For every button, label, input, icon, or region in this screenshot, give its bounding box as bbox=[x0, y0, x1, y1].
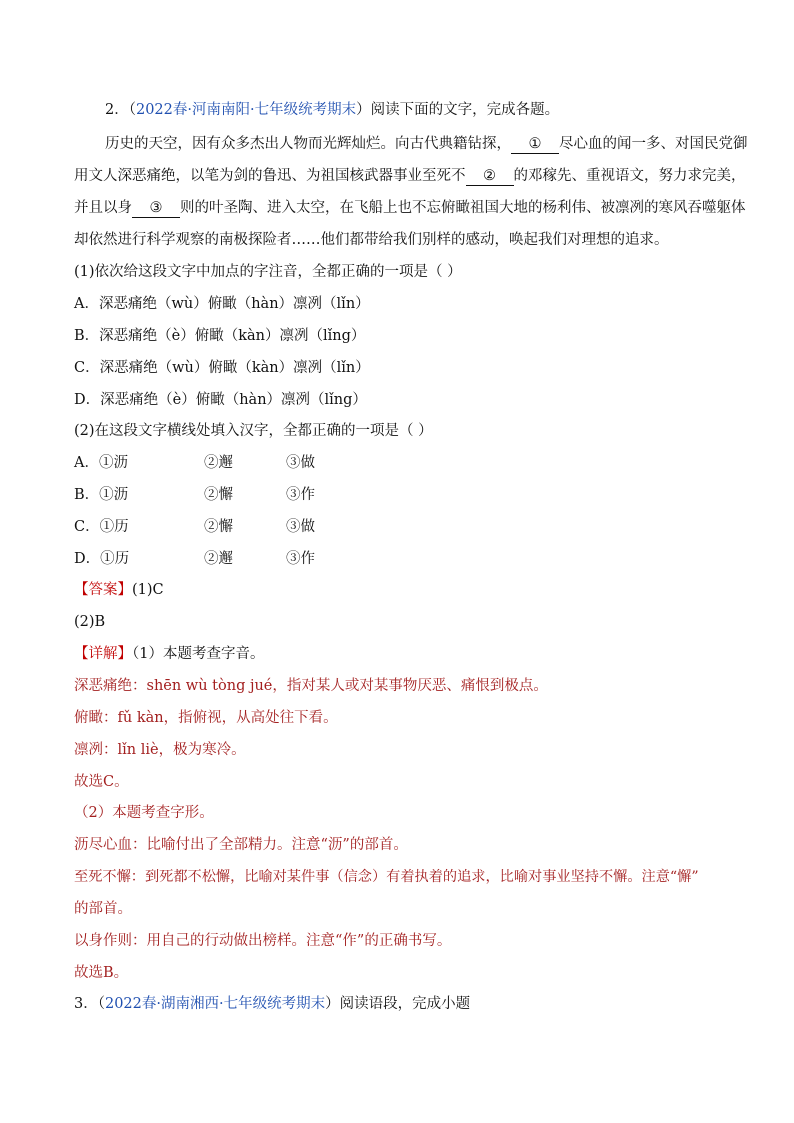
option-blank-3: ③作 bbox=[286, 487, 315, 503]
passage-text: 用文人深恶痛绝，以笔为剑的鲁迅、为祖国核武器事业至死不 bbox=[74, 168, 466, 184]
option-blank-2: ②邂 bbox=[204, 455, 233, 471]
passage-text: 则的叶圣陶、进入太空，在飞船上也不忘俯瞰祖国大地的杨利伟、被凛冽的寒风吞噬躯体 bbox=[180, 200, 746, 216]
passage-line-2 bbox=[74, 166, 746, 186]
passage-text: 并且以身 bbox=[74, 200, 132, 216]
source-open: （ bbox=[97, 996, 105, 1012]
option-1-d: D．深恶痛绝（è）俯瞰（hàn）凛冽（lǐng） bbox=[74, 392, 367, 408]
answer-line-1 bbox=[74, 580, 164, 600]
option-blank-3: ③做 bbox=[286, 455, 315, 471]
option-label: D．①历 bbox=[74, 551, 130, 567]
question-2-header bbox=[105, 100, 559, 120]
source-open: （ bbox=[128, 102, 136, 118]
option-label: A．①沥 bbox=[74, 455, 128, 471]
blank-2: ② bbox=[466, 167, 514, 186]
question-3-header bbox=[74, 994, 470, 1014]
sub-question-2-stem: (2)在这段文字横线处填入汉字，全都正确的一项是（ ） bbox=[74, 423, 433, 439]
option-blank-2: ②懈 bbox=[204, 487, 233, 503]
option-1-c: C．深恶痛绝（wù）俯瞰（kàn）凛冽（lǐn） bbox=[74, 360, 370, 376]
question-number: 3． bbox=[74, 996, 98, 1012]
option-blank-3: ③作 bbox=[286, 551, 315, 567]
blank-1: ① bbox=[511, 135, 559, 154]
detail-p5-line-2: 的部首。 bbox=[74, 901, 132, 917]
passage-text: 的邓稼先、重视语文，努力求完美， bbox=[513, 168, 746, 184]
answer-1: (1)C bbox=[132, 582, 164, 598]
detail-line-1 bbox=[74, 644, 264, 664]
option-blank-3: ③做 bbox=[286, 519, 315, 535]
detail-tag: 【详解】 bbox=[74, 646, 132, 662]
passage-text: 却依然进行科学观察的南极探险者……他们都带给我们别样的感动，唤起我们对理想的追求。 bbox=[74, 232, 669, 248]
detail-intro-1: （1）本题考查字音。 bbox=[132, 646, 265, 662]
option-1-a: A．深恶痛绝（wù）俯瞰（hàn）凛冽（lǐn） bbox=[74, 296, 370, 312]
passage-text: 尽心血的闻一多、对国民党御 bbox=[559, 136, 748, 152]
detail-p1: 深恶痛绝：shēn wù tòng jué，指对某人或对某事物厌恶、痛恨到极点。 bbox=[74, 678, 548, 694]
source-close: ） bbox=[325, 996, 340, 1012]
question-number: 2． bbox=[105, 102, 129, 118]
blank-3: ③ bbox=[132, 199, 180, 218]
option-blank-2: ②懈 bbox=[204, 519, 233, 535]
option-label: C．①历 bbox=[74, 519, 129, 535]
detail-conclusion-2: 故选B。 bbox=[74, 965, 129, 981]
detail-p6: 以身作则：用自己的行动做出榜样。注意“作”的正确书写。 bbox=[74, 933, 452, 949]
question-source: 2022春·河南南阳·七年级统考期末 bbox=[135, 102, 357, 118]
sub-question-1-stem: (1)依次给这段文字中加点的字注音，全都正确的一项是（ ） bbox=[74, 264, 462, 280]
option-blank-2: ②邂 bbox=[204, 551, 233, 567]
question-instruction: 阅读下面的文字，完成各题。 bbox=[370, 102, 560, 118]
detail-p2: 俯瞰：fǔ kàn，指俯视，从高处往下看。 bbox=[74, 710, 338, 726]
option-label: B．①沥 bbox=[74, 487, 129, 503]
passage-line-3 bbox=[74, 198, 746, 218]
detail-intro-2: （2）本题考查字形。 bbox=[74, 805, 214, 821]
question-instruction: 阅读语段，完成小题 bbox=[339, 996, 471, 1012]
passage-text: 历史的天空，因有众多杰出人物而光辉灿烂。向古代典籍钻探， bbox=[105, 136, 511, 152]
detail-p4: 沥尽心血：比喻付出了全部精力。注意“沥”的部首。 bbox=[74, 837, 408, 853]
answer-tag: 【答案】 bbox=[74, 582, 132, 598]
passage-line-1 bbox=[105, 134, 748, 154]
detail-p3: 凛冽：lǐn liè，极为寒冷。 bbox=[74, 742, 246, 758]
option-1-b: B．深恶痛绝（è）俯瞰（kàn）凛冽（lǐng） bbox=[74, 328, 366, 344]
question-source: 2022春·湖南湘西·七年级统考期末 bbox=[104, 996, 326, 1012]
source-close: ） bbox=[356, 102, 371, 118]
detail-conclusion-1: 故选C。 bbox=[74, 774, 129, 790]
detail-p5-line-1: 至死不懈：到死都不松懈，比喻对某件事（信念）有着执着的追求，比喻对事业坚持不懈。注意“懈” bbox=[74, 869, 699, 885]
answer-2: (2)B bbox=[74, 614, 106, 630]
passage-line-4 bbox=[74, 230, 669, 250]
